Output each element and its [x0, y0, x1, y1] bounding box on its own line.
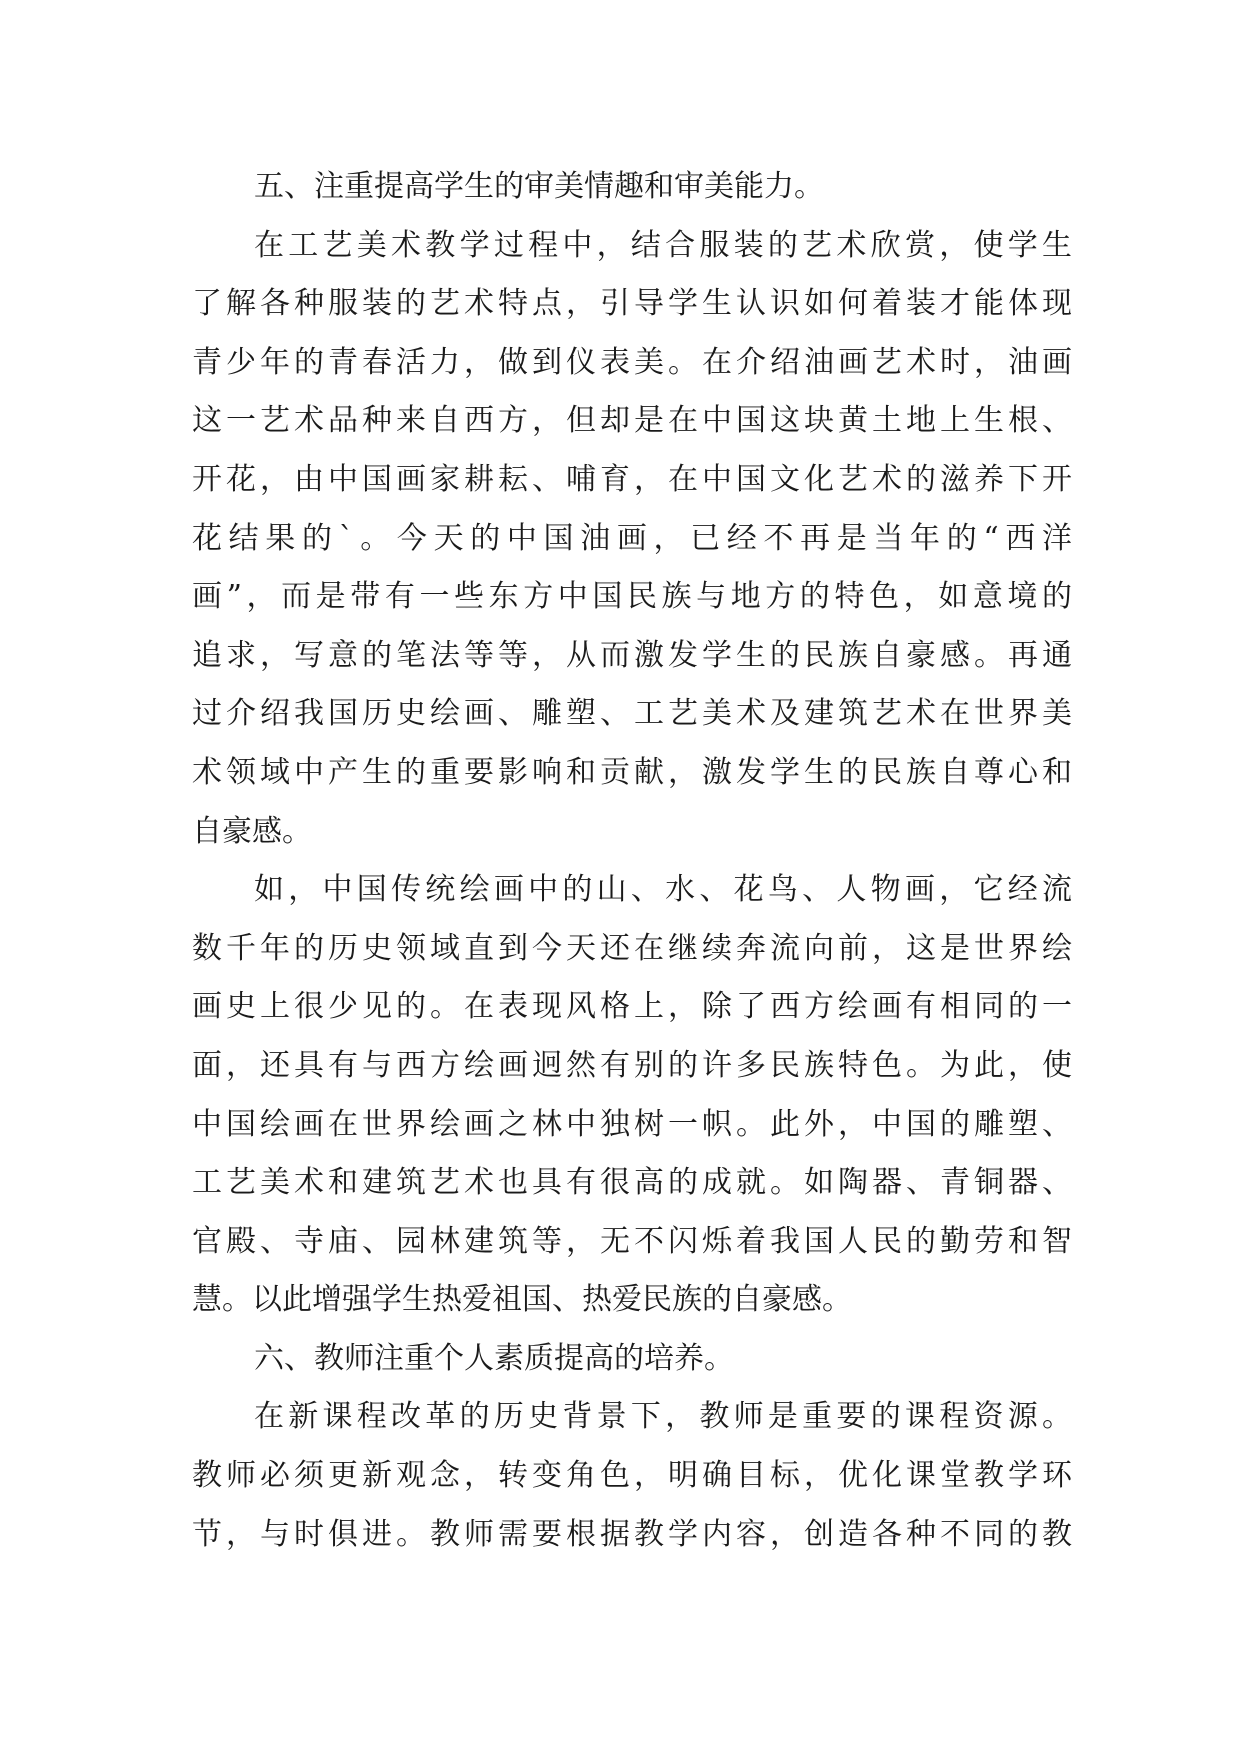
text-line: 花结果的`。今天的中国油画，已经不再是当年的“西洋 — [192, 520, 1072, 556]
text-line: 自豪感。 — [192, 813, 312, 849]
text-line: 中国绘画在世界绘画之林中独树一帜。此外，中国的雕塑、 — [192, 1106, 1072, 1142]
text-line: 慧。以此增强学生热爱祖国、热爱民族的自豪感。 — [192, 1282, 852, 1318]
text-line: 术领域中产生的重要影响和贡献，激发学生的民族自尊心和 — [192, 754, 1072, 790]
text-line: 在工艺美术教学过程中，结合服装的艺术欣赏，使学生 — [254, 227, 1072, 263]
text-line: 面，还具有与西方绘画迥然有别的许多民族特色。为此，使 — [192, 1047, 1072, 1083]
text-line: 过介绍我国历史绘画、雕塑、工艺美术及建筑艺术在世界美 — [192, 696, 1072, 732]
text-line: 数千年的历史领域直到今天还在继续奔流向前，这是世界绘 — [192, 930, 1072, 966]
body-text — [192, 158, 1072, 1564]
text-line: 画”，而是带有一些东方中国民族与地方的特色，如意境的 — [192, 579, 1072, 615]
text-line: 画史上很少见的。在表现风格上，除了西方绘画有相同的一 — [192, 989, 1072, 1025]
text-line: 追求，写意的笔法等等，从而激发学生的民族自豪感。再通 — [192, 637, 1072, 673]
text-line: 五、注重提高学生的审美情趣和审美能力。 — [254, 169, 824, 204]
text-line: 在新课程改革的历史背景下，教师是重要的课程资源。 — [254, 1399, 1072, 1435]
text-line: 如，中国传统绘画中的山、水、花鸟、人物画，它经流 — [254, 872, 1072, 908]
text-line: 官殿、寺庙、园林建筑等，无不闪烁着我国人民的勤劳和智 — [192, 1223, 1072, 1259]
text-line: 开花，由中国画家耕耘、哺育，在中国文化艺术的滋养下开 — [192, 461, 1072, 497]
text-line: 节，与时俱进。教师需要根据教学内容，创造各种不同的教 — [192, 1516, 1072, 1552]
text-line: 这一艺术品种来自西方，但却是在中国这块黄土地上生根、 — [192, 403, 1072, 439]
text-line: 青少年的青春活力，做到仪表美。在介绍油画艺术时，油画 — [192, 344, 1072, 380]
text-line: 了解各种服装的艺术特点，引导学生认识如何着装才能体现 — [192, 286, 1072, 322]
text-line: 六、教师注重个人素质提高的培养。 — [254, 1340, 734, 1376]
text-line: 教师必须更新观念，转变角色，明确目标，优化课堂教学环 — [192, 1458, 1072, 1494]
text-line: 工艺美术和建筑艺术也具有很高的成就。如陶器、青铜器、 — [192, 1165, 1072, 1201]
